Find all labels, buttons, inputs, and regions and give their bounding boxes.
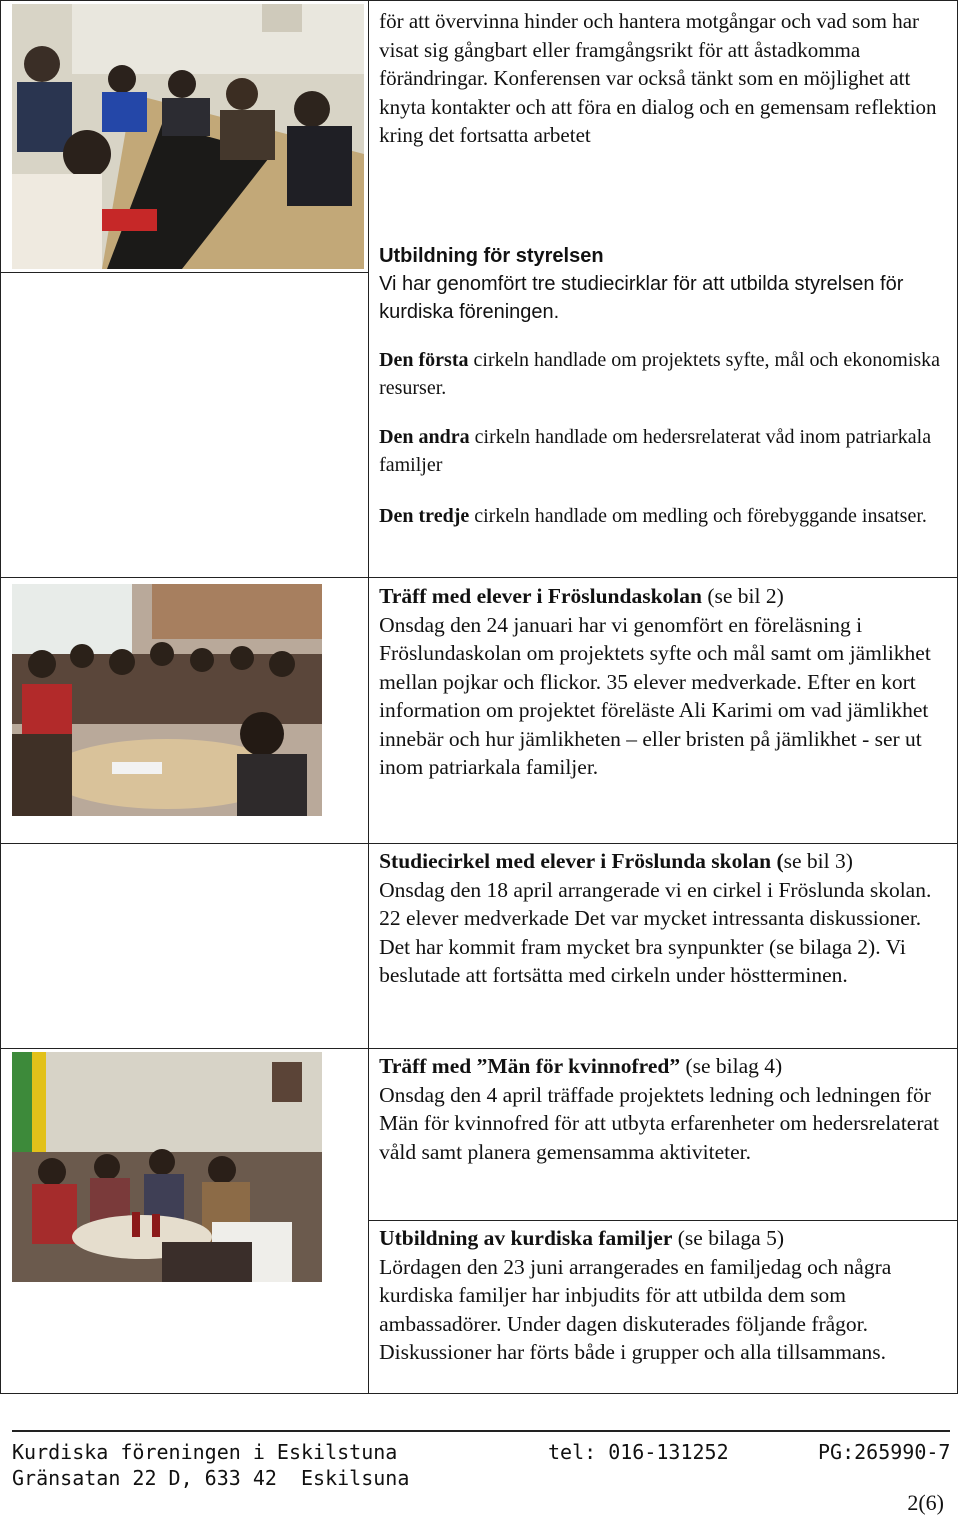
page-number: 2(6)	[907, 1490, 944, 1515]
footer-divider	[12, 1430, 950, 1432]
text-cell-families	[369, 1221, 958, 1394]
circle-second: Den andra cirkeln handlade om hedersrelaterat våd inom patriarkala familjer	[379, 425, 932, 476]
conference-paragraph: för att övervinna hinder och hantera motgångar och vad som har visat sig gångbart eller framgångsrikt för att åstadkomma förändringar. Konferensen var också tänkt som en möjlighet att knyta kontakter och att föra en dialog och en gemensam reflektion kring det fortsatta arbetet	[379, 9, 937, 147]
footer-org-name: Kurdiska föreningen i Eskilstuna	[12, 1440, 398, 1464]
circle-third: Den tredje cirkeln handlade om medling och förebyggande insatser.	[379, 504, 927, 527]
footer-address: Gränsatan 22 D, 633 42 Eskilsuna	[12, 1466, 410, 1490]
footer-phone: tel: 016-131252	[548, 1440, 729, 1464]
board-training-intro: Vi har genomfört tre studiecirklar för att utbilda styrelsen för kurdiska föreningen.	[379, 272, 904, 323]
classroom-photo	[12, 584, 322, 816]
empty-cell-2	[1, 844, 369, 1049]
meeting-photo	[12, 4, 364, 269]
text-cell-men-for-women	[369, 1049, 958, 1221]
text-cell-froslunda-meeting	[369, 578, 958, 844]
text-cell-study-circle	[369, 844, 958, 1049]
text-cell-1	[369, 1, 958, 578]
group-photo	[12, 1052, 322, 1282]
board-training-heading: Utbildning för styrelsen	[379, 244, 604, 267]
footer-pg: PG:265990-7	[818, 1440, 951, 1464]
circle-first: Den första cirkeln handlade om projektets syfte, mål och ekonomiska resurser.	[379, 348, 941, 399]
men-for-women-paragraph: Träff med ”Män för kvinnofred” (se bilag 4) Onsdag den 4 april träffade projektets ledning och ledningen för Män för kvinnofred för att utbyta erfarenheter om hedersrelaterat våld samt planera gemensamma aktiviteter.	[379, 1054, 940, 1164]
study-circle-paragraph: Studiecirkel med elever i Fröslunda skolan (se bil 3) Onsdag den 18 april arrangerade vi en cirkel i Fröslunda skolan. 22 elever medverkade Det var mycket intressanta diskussioner. Det har kommit fram mycket bra synpunkter (se bilaga 2). Vi beslutade att fortsätta med cirkeln under höstterminen.	[379, 849, 932, 987]
empty-cell	[1, 273, 369, 578]
families-paragraph: Utbildning av kurdiska familjer (se bilaga 5) Lördagen den 23 juni arrangerades en familjedag och några kurdiska familjer har inbjudits för att utbilda dem som ambassadörer. Under dagen diskuterades följande frågor. Diskussioner har förts både i grupper och alla tillsammans.	[379, 1226, 892, 1364]
froslunda-meeting-paragraph: Träff med elever i Fröslundaskolan (se bil 2) Onsdag den 24 januari har vi genomfört en föreläsning i Fröslundaskolan om projektets syfte och mål samt om jämlikhet mellan pojkar och flickor. 35 elever medverkade. Efter en kort information om projektet föreläste Ali Karimi om vad jämlikhet innebär och hur jämlikheten – eller bristen på jämlikhet - ser ut inom patriarkala familjer.	[379, 584, 931, 779]
